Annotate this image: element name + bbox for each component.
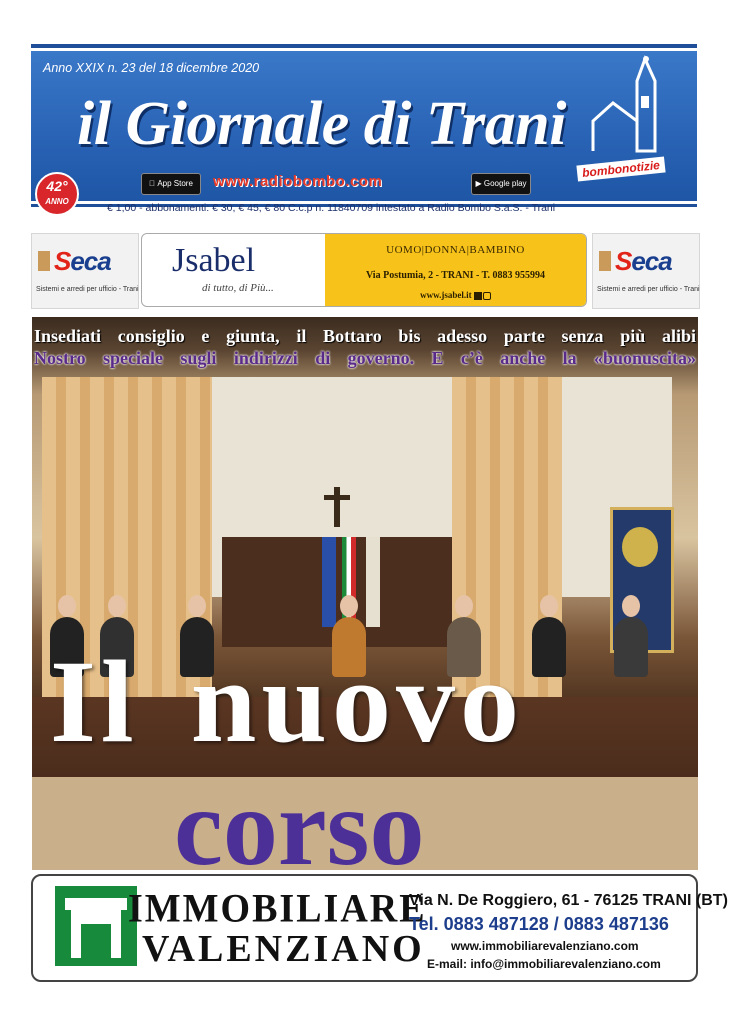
immobiliare-name-line1: IMMOBILIARE: [128, 886, 427, 932]
masthead: [31, 44, 697, 214]
cover-title-corso: corso: [174, 766, 425, 870]
masthead-band: [31, 51, 697, 201]
bombonotizie-label: bombonotizie: [576, 156, 665, 181]
immobiliare-name-line2: VALENZIANO: [142, 928, 425, 970]
newspaper-title: il Giornale di Trani: [77, 90, 566, 158]
cover-photo: [32, 317, 698, 870]
anniversary-badge: 42° ANNO: [35, 172, 79, 216]
immobiliare-valenziano-ad[interactable]: [31, 874, 728, 982]
immobiliare-address: Via N. De Roggiero, 61 - 76125 TRANI (BT): [409, 892, 728, 909]
play-icon: ▶: [475, 179, 482, 188]
crucifix-arm: [324, 495, 350, 500]
masthead-top-rule: [31, 44, 697, 48]
jsabel-tagline: di tutto, di Più...: [202, 282, 274, 294]
church-tower-icon: [583, 51, 693, 161]
jsabel-address: Via Postumia, 2 - TRANI - T. 0883 955994: [365, 270, 546, 281]
crucifix-icon: [334, 487, 340, 527]
immobiliare-website[interactable]: www.immobiliarevalenziano.com: [451, 939, 639, 953]
seca-subtitle: Sistemi e arredi per ufficio - Trani: [597, 286, 700, 293]
jsabel-categories: UOMO|DONNA|BAMBINO: [386, 244, 525, 256]
seca-logo: Seca: [615, 246, 672, 276]
instagram-icon: [483, 292, 491, 300]
council-member: [532, 617, 566, 677]
immobiliare-email[interactable]: E-mail: info@immobiliarevalenziano.com: [427, 957, 661, 971]
seca-logo-mark: [599, 251, 611, 271]
seca-subtitle: Sistemi e arredi per ufficio - Trani: [36, 286, 139, 293]
city-crest-icon: [622, 527, 658, 567]
immobiliare-logo: [55, 886, 137, 966]
jsabel-website: www.jsabel.it: [325, 290, 586, 300]
flag-eu: [322, 537, 336, 627]
app-store-button[interactable]: App Store: [141, 173, 201, 195]
google-play-button[interactable]: ▶ Google play: [471, 173, 531, 195]
council-member: [614, 617, 648, 677]
jsabel-ad[interactable]: [141, 233, 587, 307]
seca-logo: Seca: [54, 246, 111, 276]
facebook-icon: [474, 292, 482, 300]
issue-info: Anno XXIX n. 23 del 18 dicembre 2020: [43, 61, 260, 75]
seca-ad-left[interactable]: [31, 233, 139, 309]
apple-icon: [149, 179, 155, 188]
flag-city: [366, 537, 380, 627]
immobiliare-phone[interactable]: Tel. 0883 487128 / 0883 487136: [409, 914, 669, 934]
seca-logo-mark: [38, 251, 50, 271]
radiobombo-website[interactable]: www.radiobombo.com: [213, 173, 383, 190]
headline-line-1: Insediati consiglio e giunta, il Bottaro bis adesso parte senza più alibi: [34, 326, 696, 346]
headline-line-2: Nostro speciale sugli indirizzi di governo. E c’è anche la «buonuscita»: [34, 348, 696, 368]
subscription-prices: € 1,00 - abbonamenti: € 30, € 45, € 80 C.c.p n. 11840709 intestato a Radio Bombo S.a.S. - Trani: [107, 202, 556, 214]
cover-title-il-nuovo: Il nuovo: [50, 636, 524, 767]
jsabel-info-panel: [325, 234, 586, 306]
seca-ad-right[interactable]: [592, 233, 700, 309]
jsabel-logo: Jsabel: [172, 242, 256, 279]
